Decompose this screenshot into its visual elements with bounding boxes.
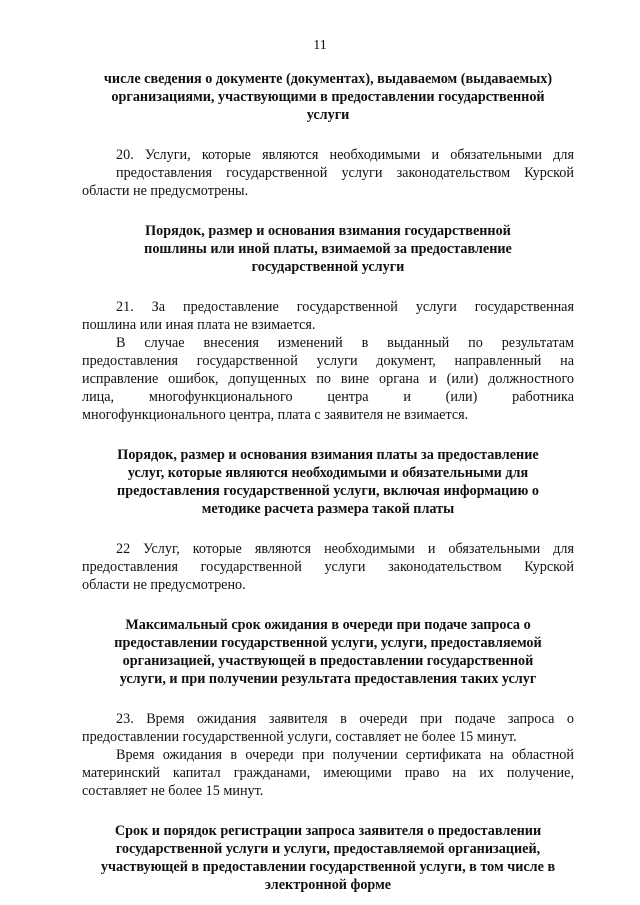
paragraph-line: предоставлении государственной услуги, составляет не более 15 минут. — [82, 729, 517, 745]
paragraph-line: 23. Время ожидания заявителя в очереди при подаче запроса о — [116, 711, 574, 727]
heading-line: Порядок, размер и основания взимания государственной — [145, 223, 511, 239]
section-heading-documents — [82, 70, 574, 124]
paragraph-line: исправление ошибок, допущенных по вине органа и (или) должностного — [82, 371, 574, 387]
paragraph-line: 20. Услуги, которые являются необходимыми и обязательными для — [116, 147, 574, 163]
paragraph-line: многофункционального центра, плата с заявителя не взимается. — [82, 407, 469, 423]
heading-line: организациями, участвующими в предоставлении государственной — [111, 89, 545, 105]
heading-line: услуги, и при получении результата предоставления таких услуг — [119, 671, 537, 687]
section-heading-waiting-time — [82, 616, 574, 688]
section-heading-payment — [82, 446, 574, 518]
heading-line: организацией, участвующей в предоставлении государственной — [122, 653, 534, 669]
paragraph-line: области не предусмотрены. — [82, 183, 249, 199]
heading-line: государственной услуги — [251, 259, 405, 275]
heading-line: Срок и порядок регистрации запроса заявителя о предоставлении — [114, 823, 542, 839]
paragraph-line: области не предусмотрено. — [82, 577, 246, 593]
paragraph-20 — [82, 146, 574, 200]
paragraph-21 — [82, 298, 574, 424]
heading-line: методике расчета размера такой платы — [201, 501, 455, 517]
paragraph-line: лица, многофункционального центра и (или) работника — [82, 389, 574, 405]
paragraph-line: 22 Услуг, которые являются необходимыми и обязательными для — [116, 541, 574, 557]
paragraph-line: пошлина или иная плата не взимается. — [82, 317, 316, 333]
section-heading-registration — [82, 822, 574, 894]
paragraph-22 — [82, 540, 574, 594]
paragraph-23 — [82, 710, 574, 800]
paragraph-line: предоставления государственной услуги документ, направленный на — [82, 353, 574, 369]
heading-line: электронной форме — [264, 877, 392, 893]
heading-line: пошлины или иной платы, взимаемой за предоставление — [144, 241, 512, 257]
heading-line: услуги — [306, 107, 350, 123]
paragraph-line: предоставления государственной услуги законодательством Курской — [82, 559, 574, 575]
section-heading-state-fee — [82, 222, 574, 276]
paragraph-line: 21. За предоставление государственной услуги государственная — [116, 299, 574, 315]
heading-line: предоставлении государственной услуги, услуги, предоставляемой — [114, 635, 542, 651]
paragraph-line: предоставления государственной услуги законодательством Курской — [116, 165, 574, 181]
paragraph-line: Время ожидания в очереди при получении сертификата на областной — [116, 747, 574, 763]
heading-line: числе сведения о документе (документах), выдаваемом (выдаваемых) — [103, 71, 553, 87]
paragraph-line: материнский капитал гражданами, имеющими право на их получение, — [82, 765, 574, 781]
heading-line: услуг, которые являются необходимыми и обязательными для — [127, 465, 529, 481]
heading-line: Порядок, размер и основания взимания платы за предоставление — [117, 447, 539, 463]
heading-line: предоставления государственной услуги, включая информацию о — [117, 483, 539, 499]
paragraph-line: В случае внесения изменений в выданный по результатам — [116, 335, 574, 351]
paragraph-line: составляет не более 15 минут. — [82, 783, 264, 799]
page-number: 11 — [313, 38, 327, 53]
heading-line: Максимальный срок ожидания в очереди при подаче запроса о — [125, 617, 531, 633]
heading-line: участвующей в предоставлении государственной услуги, в том числе в — [100, 859, 556, 875]
heading-line: государственной услуги и услуги, предоставляемой организацией, — [115, 841, 541, 857]
document-body — [82, 70, 574, 894]
